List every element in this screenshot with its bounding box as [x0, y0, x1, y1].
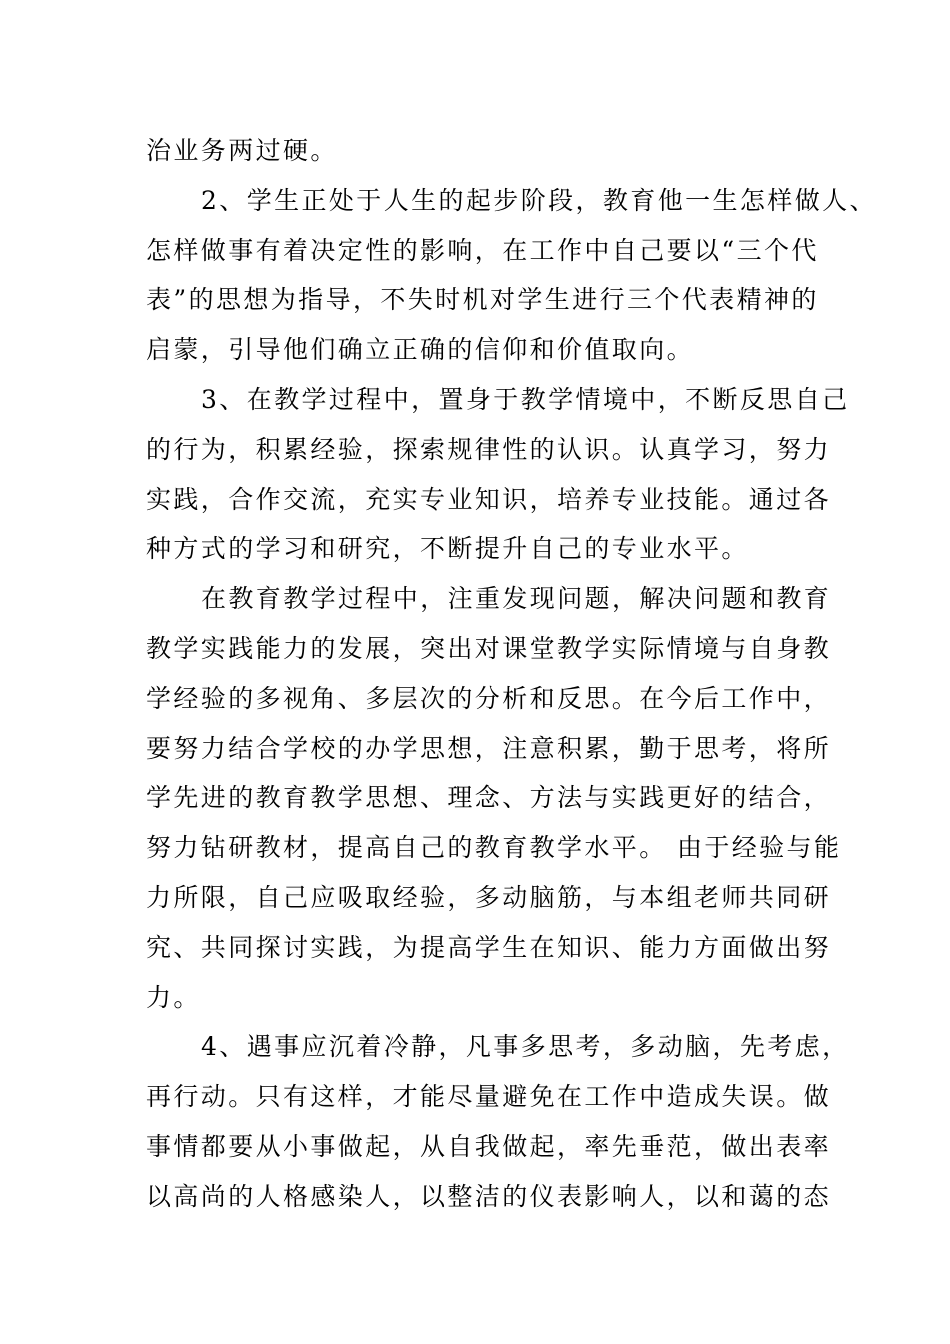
- text-line: 治业务两过硬。: [146, 136, 338, 165]
- text-line: 教学实践能力的发展，突出对课堂教学实际情境与自身教: [146, 633, 832, 663]
- text-line: 4、遇事应沉着冷静，凡事多思考，多动脑，先考虑，: [201, 1032, 850, 1062]
- text-line: 3、在教学过程中，置身于教学情境中，不断反思自己: [201, 384, 850, 414]
- text-line: 实践，合作交流，充实专业知识，培养专业技能。通过各: [146, 484, 832, 514]
- text-line: 的行为，积累经验，探索规律性的认识。认真学习，努力: [146, 434, 832, 464]
- text-line: 以高尚的人格感染人，以整洁的仪表影响人，以和蔼的态: [146, 1181, 832, 1211]
- text-line: 怎样做事有着决定性的影响，在工作中自己要以“三个代: [146, 235, 819, 265]
- paragraph-teaching-process: [146, 574, 842, 1022]
- text-line: 力所限，自己应吸取经验，多动脑筋，与本组老师共同研: [146, 882, 832, 912]
- paragraph-item-4: [146, 1022, 850, 1221]
- text-line: 力。: [146, 982, 201, 1012]
- paragraph-item-2: [146, 176, 877, 375]
- text-line: 2、学生正处于人生的起步阶段，教育他一生怎样做人、: [201, 185, 877, 215]
- text-line: 种方式的学习和研究，不断提升自己的专业水平。: [146, 534, 749, 564]
- text-line: 事情都要从小事做起，从自我做起，率先垂范，做出表率: [146, 1131, 832, 1161]
- text-line: 再行动。只有这样，才能尽量避免在工作中造成失误。做: [146, 1082, 832, 1112]
- document-body: [146, 126, 877, 1222]
- text-line: 要努力结合学校的办学思想，注意积累，勤于思考，将所: [146, 733, 832, 763]
- text-line: 学经验的多视角、多层次的分析和反思。在今后工作中，: [146, 683, 832, 713]
- text-line: 在教育教学过程中，注重发现问题，解决问题和教育: [201, 584, 832, 614]
- text-line: 表”的思想为指导，不失时机对学生进行三个代表精神的: [146, 285, 819, 315]
- text-line: 究、共同探讨实践，为提高学生在知识、能力方面做出努: [146, 932, 832, 962]
- text-line: 学先进的教育教学思想、理念、方法与实践更好的结合，: [146, 783, 832, 813]
- paragraph-continuation: [146, 126, 822, 176]
- text-line: 启蒙，引导他们确立正确的信仰和价值取向。: [146, 335, 695, 365]
- paragraph-item-3: [146, 375, 850, 574]
- text-line: 努力钻研教材，提高自己的教育教学水平。 由于经验与能: [146, 833, 842, 863]
